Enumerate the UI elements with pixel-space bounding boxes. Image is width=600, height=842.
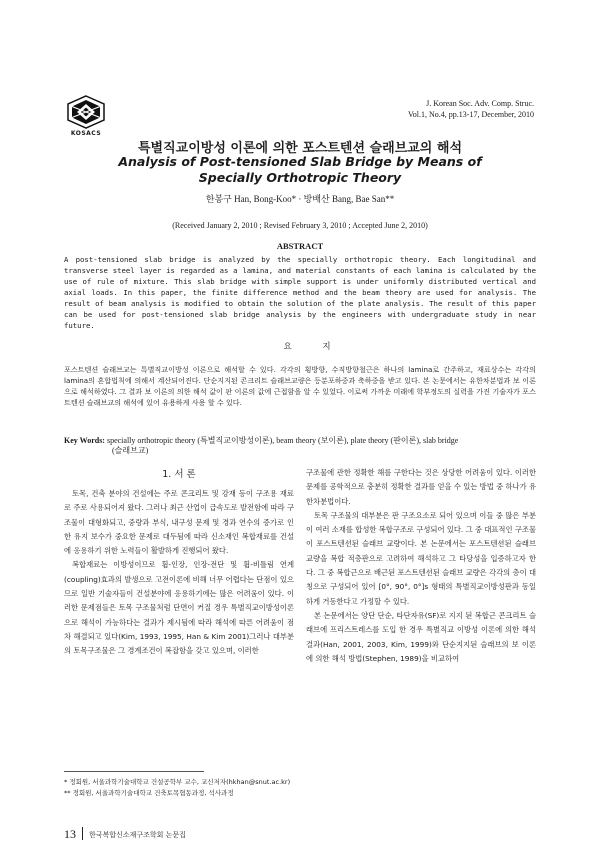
journal-logo bbox=[66, 95, 106, 141]
journal-volume: Vol.1, No.4, pp.13-17, December, 2010 bbox=[408, 110, 534, 119]
received-dates: (Received January 2, 2010 ; Revised February 3, 2010 ; Accepted June 2, 2010) bbox=[172, 221, 428, 230]
summary-heading: 요 지 bbox=[283, 342, 345, 352]
keywords-line-2: (슬래브교) bbox=[112, 446, 149, 455]
keywords-label: Key Words: bbox=[64, 436, 105, 445]
journal-name: J. Korean Soc. Adv. Comp. Struc. bbox=[426, 99, 534, 108]
paragraph: 복합재료는 이방성이므로 휨-인장, 인장-전단 및 휨-비틀림 연계(coupling)효과의 발생으로 고전이론에 비해 너무 어렵다는 단점이 있으므로 일반 기술자들이 건설분야에 응용하기에는 많은 어려움이 있다. 이러한 문제점들은 토목 구조물처럼 단면이 커질 경우 특별직교이방성이론으로 해석이 가능하다는 결과가 제시됨에 따라 해석에 따른 어려움이 점차 해결되고 있다(Kim, 1993, 1995, Han & Kim 2001)그러나 대부분의 토목구조물은 그 경계조건이 복잡함을 갖고 있으며, 이러한 bbox=[64, 560, 294, 656]
journal-citation bbox=[408, 98, 534, 120]
section-1-title: 1. 서 론 bbox=[162, 469, 196, 480]
title-english bbox=[60, 154, 540, 186]
footer-journal-name: 한국복합신소재구조학회 논문집 bbox=[89, 831, 186, 839]
keywords bbox=[64, 436, 536, 456]
title-korean: 특별직교이방성 이론에 의한 포스트텐션 슬래브교의 해석 bbox=[137, 141, 463, 156]
page-footer bbox=[64, 823, 186, 842]
footnote: * 정회원, 서울과학기술대학교 건설공학부 교수, 교신저자(hkhan@snut.ac.kr) bbox=[64, 778, 291, 786]
title-english-line-2: Specially Orthotropic Theory bbox=[198, 170, 402, 185]
hexagon-logo-icon bbox=[66, 95, 106, 129]
footnote-divider bbox=[64, 771, 204, 772]
abstract-heading: ABSTRACT bbox=[276, 241, 324, 251]
footer-divider bbox=[82, 827, 83, 840]
paragraph: 본 논문에서는 양단 단순, 타단자유(SF)로 지지 된 복합근 콘크리트 슬래브에 프리스트레스를 도입 한 경우 특별직교 이방성 이론에 의한 해석결과(Han, 2001, 2003, Kim, 1999)와 단순지지된 슬래브의 보 이론에 의한 해석 방법(Stephen, 1989)을 비교하여 bbox=[306, 610, 536, 663]
paragraph: 토목 구조물의 대부분은 판 구조요소로 되어 있으며 이들 중 많은 부분이 여러 소재를 합성한 복합구조로 구성되어 있다. 그 중 대표적인 구조물이 포스트텐션된 슬래브 교량이다. 본 논문에서는 포스트텐션된 슬래브 교량을 복합 적층판으로 고려하여 해석하고 그 타당성을 입증하고자 한다. 그 중 복합근으로 배근된 포스트텐션된 슬래브 교량은 각각의 층이 대칭으로 구성되어 있어 [0°, 90°, 0°]s 형태의 특별직교이방성판과 동일하게 거동한다고 가정할 수 있다. bbox=[306, 510, 536, 606]
right-column bbox=[306, 466, 536, 666]
paragraph: 구조물에 관한 정확한 해를 구한다는 것은 상당한 어려움이 있다. 이러한 문제를 공학적으로 충분히 정확한 결과를 얻을 수 있는 방법 중 하나가 유한차분법이다. bbox=[306, 468, 536, 506]
abstract-text: A post-tensioned slab bridge is analyzed by the specially orthotropic theory. Each longitudinal and transverse steel layer is regarded as a lamina, and material constants of each lamina is calculated by the use of rule of mixture. This slab bridge with simple support is under uniformly distributed vertical and axial loads. In this paper, the finite difference method and the beam theory are used for analysis. The result of beam analysis is modified to obtain the solution of the plate analysis. The result of this paper can be used for post-tensioned slab bridge analysis by the engineers with undergraduate study in near future. bbox=[64, 255, 536, 330]
paragraph: 토목, 건축 분야의 건설에는 주로 콘크리트 및 강재 등이 구조용 재료로 주로 사용되어져 왔다. 그러나 최근 산업이 급속도로 발전함에 따라 구조물이 대형화되고, 중량과 부식, 내구성 문제 및 경과 연수의 증가로 인한 유지 보수가 중요한 문제로 대두됨에 따라 신소재인 복합재료를 건설에 응용하기 위한 노력들이 활발하게 진행되어 왔다. bbox=[64, 489, 294, 556]
summary-text: 포스트텐션 슬래브교는 특별직교이방성 이론으로 해석할 수 있다. 각각의 횡방향, 수직방향철근은 하나의 lamina로 간주하고, 재료상수는 각각의 lamina의 혼합법칙에 의해서 계산되어진다. 단순지지된 콘크리트 슬래브교량은 등분포하중과 축하중을 받고 있다. 본 논문에서는 유한차분법과 보 이론으로 해석하였다. 그 결과 보 이론의 의한 해석 값이 판 이론의 값에 근접함을 알 수 있었다. 이로써 가까운 미래에 학부정도의 실력을 가진 기술자가 포스트텐션 슬래브교의 해석에 있어 유용하게 사용 할 수 있다. bbox=[64, 365, 536, 407]
logo-text: KOSACS bbox=[70, 130, 102, 137]
authors: 한봉구 Han, Bong-Koo* · 방배산 Bang, Bae San** bbox=[205, 194, 395, 204]
page-number: 13 bbox=[64, 827, 76, 841]
footnotes bbox=[64, 777, 536, 799]
left-column bbox=[64, 487, 294, 659]
keywords-line-1: specially orthotropic theory (특별직교이방성이론), beam theory (보이론), plate theory (판이론), slab bridge bbox=[104, 436, 459, 445]
title-english-line-1: Analysis of Post-tensioned Slab Bridge by Means of bbox=[118, 154, 482, 169]
footnote: ** 정회원, 서울과학기술대학교 건축토목협동과정, 석사과정 bbox=[64, 789, 234, 797]
